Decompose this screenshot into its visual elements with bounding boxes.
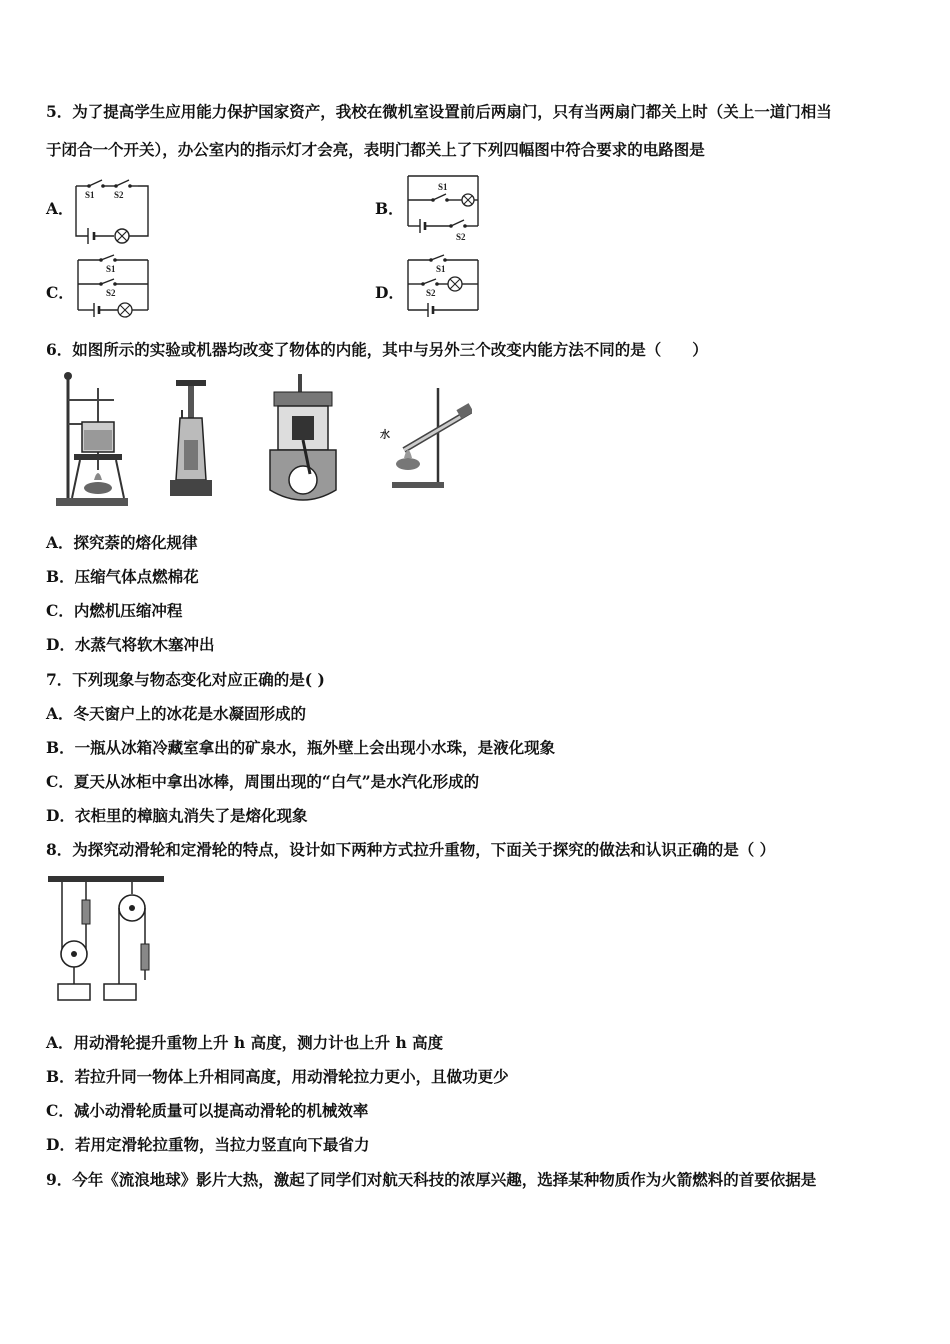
q6-option-c: C．内燃机压缩冲程 <box>46 601 183 620</box>
q8-option-c: C．减小动滑轮质量可以提高动滑轮的机械效率 <box>46 1101 369 1120</box>
q7-stem: 7．下列现象与物态变化对应正确的是( ) <box>46 670 325 689</box>
q5-stem-line1: 5．为了提高学生应用能力保护国家资产，我校在微机室设置前后两扇门，只有当两扇门都关上时（关上一道门相当 <box>46 102 832 121</box>
circuit-c-figure <box>72 254 154 320</box>
q8-stem: 8．为探究动滑轮和定滑轮的特点，设计如下两种方式拉升重物，下面关于探究的做法和认识正确的是（ ） <box>46 840 776 859</box>
pulley-figure <box>48 872 168 1006</box>
q7-option-c: C．夏天从冰柜中拿出冰棒，周围出现的“白气”是水汽化形成的 <box>46 772 480 791</box>
switch-label-s2: S2 <box>456 232 466 242</box>
internal-combustion-engine <box>270 374 336 500</box>
q8-option-d: D．若用定滑轮拉重物，当拉力竖直向下最省力 <box>46 1135 370 1154</box>
q6-stem: 6．如图所示的实验或机器均改变了物体的内能，其中与另外三个改变内能方法不同的是（ ） <box>46 340 708 359</box>
switch-label-s1: S1 <box>85 190 95 200</box>
circuit-b-figure <box>402 170 484 242</box>
q6-option-b: B．压缩气体点燃棉花 <box>46 567 199 586</box>
q7-option-a: A．冬天窗户上的冰花是水凝固形成的 <box>46 704 307 723</box>
q5-option-c-label: C． <box>46 283 74 302</box>
naphthalene-melting-apparatus <box>56 372 128 506</box>
q5-option-d-label: D． <box>375 283 404 302</box>
q5-option-a-label: A． <box>46 199 74 218</box>
circuit-d-figure <box>402 254 484 320</box>
circuit-a-figure <box>72 172 154 244</box>
switch-label-s2: S2 <box>106 288 116 298</box>
switch-label-s2: S2 <box>426 288 436 298</box>
q7-option-d: D．衣柜里的樟脑丸消失了是熔化现象 <box>46 806 308 825</box>
switch-label-s1: S1 <box>436 264 446 274</box>
q6-option-a: A．探究萘的熔化规律 <box>46 533 198 552</box>
q5-option-b-label: B． <box>375 199 404 218</box>
q7-option-b: B．一瓶从冰箱冷藏室拿出的矿泉水，瓶外壁上会出现小水珠，是液化现象 <box>46 738 556 757</box>
air-compression-cylinder <box>170 380 212 496</box>
steam-test-tube-apparatus <box>380 388 472 488</box>
q8-option-b: B．若拉升同一物体上升相同高度，用动滑轮拉力更小，且做功更少 <box>46 1067 509 1086</box>
q8-option-a: A．用动滑轮提升重物上升 h 高度，测力计也上升 h 高度 <box>46 1033 444 1052</box>
water-label: 水 <box>380 430 390 441</box>
q5-stem-line2: 于闭合一个开关），办公室内的指示灯才会亮，表明门都关上了下列四幅图中符合要求的电路图是 <box>46 140 705 159</box>
q9-stem: 9．今年《流浪地球》影片大热，激起了同学们对航天科技的浓厚兴趣，选择某种物质作为火箭燃料的首要依据是 <box>46 1170 817 1189</box>
experiment-images <box>52 370 472 515</box>
q6-option-d: D．水蒸气将软木塞冲出 <box>46 635 215 654</box>
switch-label-s1: S1 <box>106 264 116 274</box>
switch-label-s1: S1 <box>438 182 448 192</box>
switch-label-s2: S2 <box>114 190 124 200</box>
